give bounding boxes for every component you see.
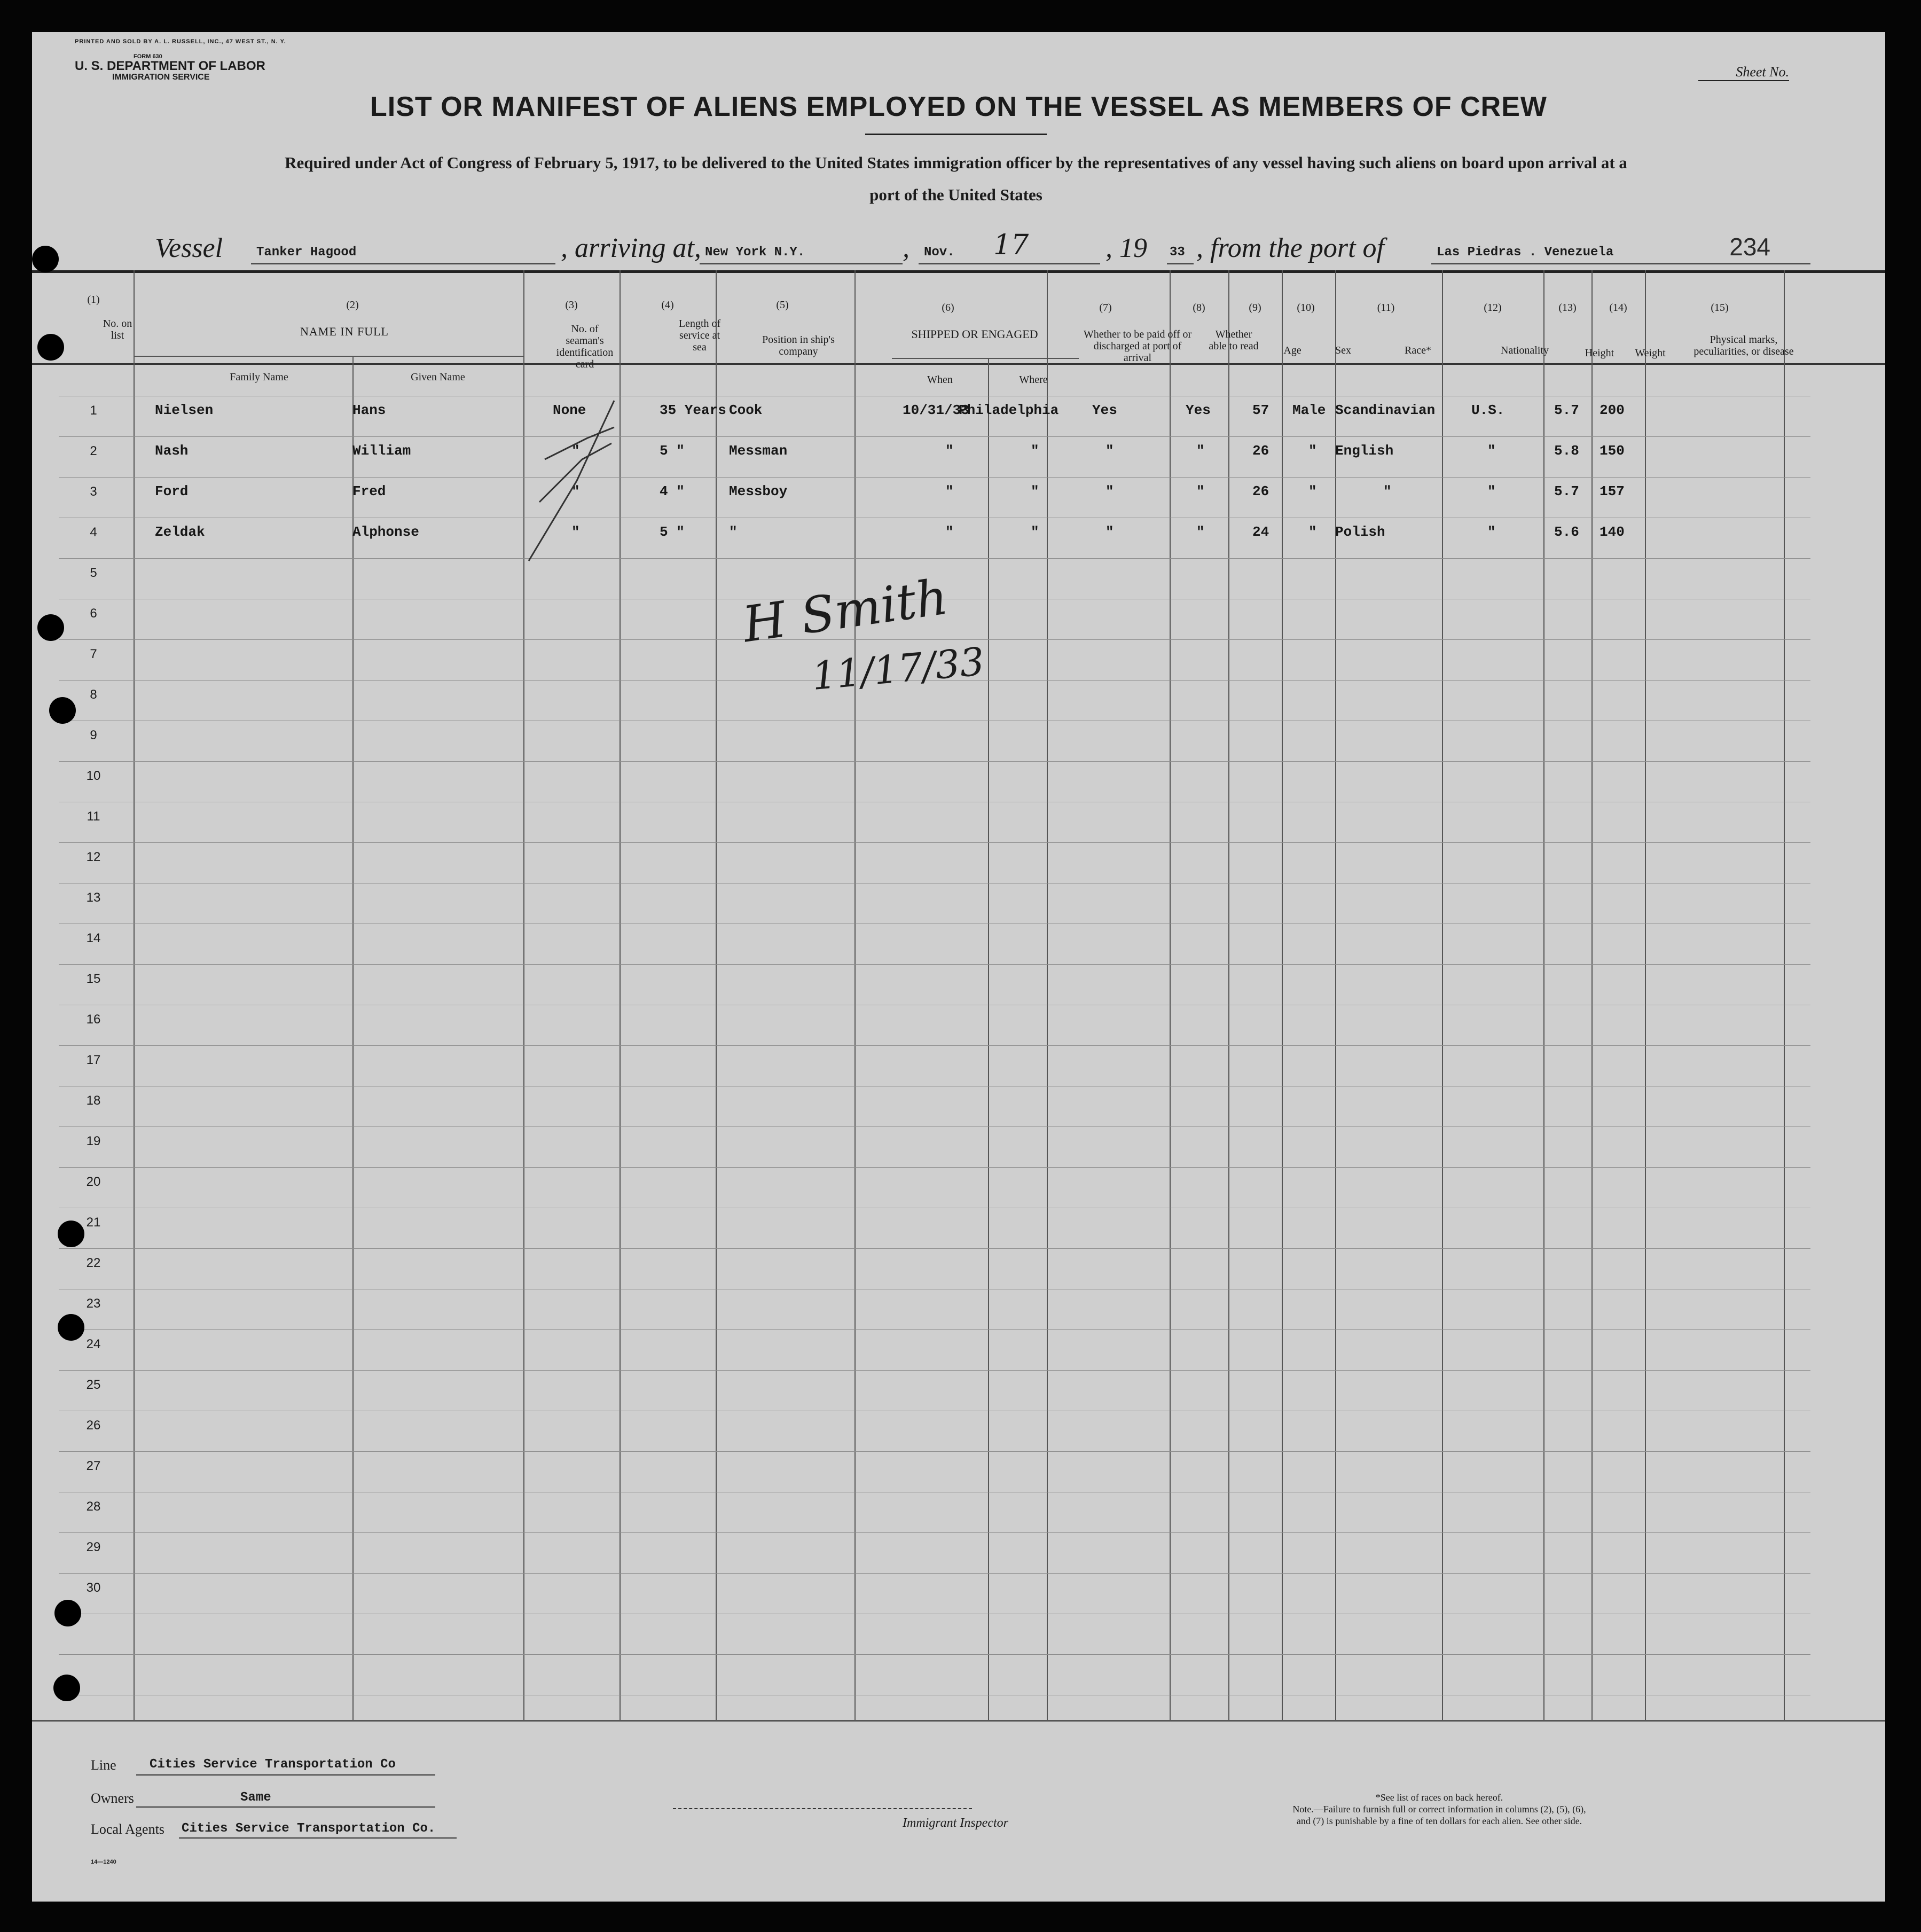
row-number: 29: [86, 1540, 101, 1554]
cell-age: 26: [1252, 483, 1269, 499]
row-rule: [59, 1329, 1810, 1330]
table-header-rule: [32, 363, 1885, 365]
cell-paid-off: ": [1105, 524, 1114, 540]
cell-read: ": [1196, 443, 1205, 459]
cell-nationality: ": [1487, 443, 1496, 459]
col-num-5: (5): [776, 299, 789, 311]
cell-where: Philadelphia: [959, 402, 1059, 418]
subtitle-line-1: Required under Act of Congress of February 5, 1917, to be delivered to the United States immigration officer by the representatives of any vessel having such aliens on board upon arrival at a: [285, 153, 1627, 172]
col-header-paid-off: Whether to be paid off or discharged at port of arrival: [1083, 328, 1192, 364]
col-num-10: (10): [1297, 302, 1315, 314]
row-number: 28: [86, 1499, 101, 1514]
cell-paid-off: ": [1105, 443, 1114, 459]
cell-given: Alphonse: [352, 524, 419, 540]
col-header-name: NAME IN FULL: [300, 325, 389, 338]
col-header-no: No. on list: [103, 318, 132, 341]
row-number: 19: [86, 1134, 101, 1148]
cell-given: William: [352, 443, 411, 459]
cell-age: 26: [1252, 443, 1269, 459]
cell-sex: Male: [1292, 402, 1326, 418]
col-header-physical-marks: Physical marks, peculiarities, or disease: [1693, 334, 1794, 357]
row-number: 10: [86, 769, 101, 783]
row-rule: [59, 477, 1810, 478]
row-number: 12: [86, 850, 101, 864]
col-num-12: (12): [1484, 302, 1502, 314]
cell-when: ": [945, 443, 954, 459]
binder-hole: [37, 334, 64, 361]
row-number: 15: [86, 972, 101, 986]
column-rule: [1047, 270, 1048, 1720]
cell-card: ": [571, 524, 580, 540]
row-number: 8: [90, 687, 97, 702]
subtitle: [155, 147, 1757, 211]
row-number: 25: [86, 1378, 101, 1392]
binder-hole: [32, 246, 59, 272]
cell-when: ": [945, 524, 954, 540]
row-number: 20: [86, 1175, 101, 1189]
agents-value: Cities Service Transportation Co.: [182, 1821, 436, 1836]
row-number: 5: [90, 566, 97, 580]
from-label: , from the port of: [1196, 233, 1384, 263]
row-number: 4: [90, 525, 97, 539]
department-name: U. S. DEPARTMENT OF LABOR: [75, 59, 265, 73]
row-number: 14: [86, 931, 101, 945]
sheet-number: 234: [1729, 233, 1770, 261]
cell-age: 57: [1252, 402, 1269, 418]
cell-card: ": [571, 443, 580, 459]
row-number: 22: [86, 1256, 101, 1270]
row-number: 1: [90, 403, 97, 418]
col-num-8: (8): [1193, 302, 1205, 314]
row-number: 24: [86, 1337, 101, 1351]
row-rule: [59, 1248, 1810, 1249]
arrival-month: Nov.: [924, 245, 955, 260]
row-rule: [59, 1045, 1810, 1046]
column-rule: [1335, 270, 1336, 1720]
col-header-weight: Weight: [1635, 347, 1666, 359]
cell-weight: 150: [1599, 443, 1625, 459]
arrival-day: 17: [993, 229, 1029, 261]
binder-hole: [53, 1675, 80, 1701]
fine-note-2: and (7) is punishable by a fine of ten dollars for each alien. See other side.: [1296, 1816, 1582, 1826]
line-value: Cities Service Transportation Co: [150, 1757, 396, 1772]
row-rule: [59, 1370, 1810, 1371]
col-num-14: (14): [1609, 302, 1627, 314]
col-header-age: Age: [1283, 345, 1301, 356]
cell-where: ": [1031, 443, 1039, 459]
column-rule: [854, 270, 856, 1720]
owners-label: Owners: [91, 1790, 134, 1806]
service-name: IMMIGRATION SERVICE: [112, 73, 210, 82]
column-rule: [716, 270, 717, 1720]
col-num-6: (6): [942, 302, 954, 314]
cell-family: Nash: [155, 443, 189, 459]
page-title: LIST OR MANIFEST OF ALIENS EMPLOYED ON THE VESSEL AS MEMBERS OF CREW: [370, 91, 1547, 122]
row-rule: [59, 1167, 1810, 1168]
col-num-3: (3): [565, 299, 578, 311]
row-rule: [59, 1532, 1810, 1533]
cell-read: Yes: [1186, 402, 1211, 418]
inspector-signature: H Smith: [739, 568, 951, 654]
cell-weight: 157: [1599, 483, 1625, 499]
col-header-race: Race*: [1405, 345, 1431, 356]
form-code: 14—1240: [91, 1859, 116, 1865]
cell-height: 5.7: [1554, 483, 1579, 499]
column-rule: [1543, 270, 1544, 1720]
manifest-page: [32, 32, 1885, 1902]
column-rule: [1784, 270, 1785, 1720]
cell-sex: ": [1308, 524, 1317, 540]
sheet-number-line: [1698, 80, 1789, 81]
cell-family: Ford: [155, 483, 189, 499]
row-number: 11: [87, 809, 100, 824]
cell-given: Hans: [352, 402, 386, 418]
col-header-position: Position in ship's company: [762, 334, 835, 357]
cell-service: 5 ": [660, 443, 685, 459]
row-rule: [59, 639, 1810, 640]
cell-service: 5 ": [660, 524, 685, 540]
agents-label: Local Agents: [91, 1821, 164, 1837]
col-header-id-card: No. of seaman's identification card: [556, 323, 614, 370]
cell-read: ": [1196, 483, 1205, 499]
cell-height: 5.8: [1554, 443, 1579, 459]
col-num-11: (11): [1377, 302, 1395, 314]
year-prefix: , 19: [1105, 233, 1147, 263]
cell-position: Messman: [729, 443, 788, 459]
col-num-15: (15): [1711, 302, 1729, 314]
row-number: 9: [90, 728, 97, 742]
row-number: 16: [86, 1012, 101, 1027]
cell-service: 35 Years: [660, 402, 726, 418]
column-rule: [1228, 270, 1229, 1720]
column-rule: [352, 356, 354, 1720]
cell-nationality: ": [1487, 483, 1496, 499]
departure-port: Las Piedras . Venezuela: [1437, 245, 1614, 260]
row-number: 17: [86, 1053, 101, 1067]
row-number: 18: [86, 1093, 101, 1108]
cell-paid-off: ": [1105, 483, 1114, 499]
vessel-label: Vessel: [155, 233, 223, 263]
column-rule: [134, 270, 135, 1720]
cell-nationality: U.S.: [1471, 402, 1505, 418]
row-number: 13: [86, 890, 101, 905]
arriving-label: , arriving at,: [561, 233, 701, 263]
row-rule: [59, 964, 1810, 965]
cell-where: ": [1031, 524, 1039, 540]
cell-where: ": [1031, 483, 1039, 499]
col-header-nationality: Nationality: [1501, 345, 1549, 356]
column-rule: [1645, 270, 1646, 1720]
row-rule: [59, 436, 1810, 437]
cell-weight: 140: [1599, 524, 1625, 540]
cell-family: Nielsen: [155, 402, 214, 418]
binder-hole: [58, 1221, 84, 1247]
col-num-2: (2): [346, 299, 359, 311]
col-header-when: When: [927, 374, 953, 386]
col-num-4: (4): [661, 299, 674, 311]
row-number: 6: [90, 606, 97, 621]
cell-paid-off: Yes: [1092, 402, 1117, 418]
col-header-family-name: Family Name: [230, 371, 288, 383]
binder-hole: [54, 1600, 81, 1626]
fine-note-1: Note.—Failure to furnish full or correct information in columns (2), (5), (6),: [1292, 1804, 1586, 1814]
cell-race: ": [1383, 483, 1392, 499]
col-header-able-to-read: Whether able to read: [1209, 328, 1259, 352]
row-rule: [59, 761, 1810, 762]
cell-sex: ": [1308, 443, 1317, 459]
column-rule: [1442, 270, 1443, 1720]
col-header-where: Where: [1019, 374, 1048, 386]
owners-value: Same: [240, 1790, 271, 1805]
cell-position: Cook: [729, 402, 763, 418]
cell-service: 4 ": [660, 483, 685, 499]
table-top-rule: [32, 270, 1885, 273]
binder-hole: [49, 697, 76, 724]
form-number: FORM 630: [134, 53, 162, 60]
vessel-name: Tanker Hagood: [256, 245, 357, 260]
col-header-sex: Sex: [1335, 345, 1351, 356]
cell-race: English: [1335, 443, 1394, 459]
col-header-service: Length of service at sea: [678, 318, 721, 353]
cell-height: 5.6: [1554, 524, 1579, 540]
col-num-9: (9): [1249, 302, 1261, 314]
arriving-port: New York N.Y.: [705, 245, 805, 260]
year-suffix: 33: [1170, 245, 1185, 260]
column-rule: [988, 358, 989, 1720]
cell-sex: ": [1308, 483, 1317, 499]
cell-nationality: ": [1487, 524, 1496, 540]
cell-position: Messboy: [729, 483, 788, 499]
cell-position: ": [729, 524, 738, 540]
cell-race: Polish: [1335, 524, 1385, 540]
races-note: *See list of races on back hereof.: [1375, 1792, 1503, 1803]
row-number: 23: [86, 1296, 101, 1311]
row-number: 26: [86, 1418, 101, 1433]
col-header-given-name: Given Name: [411, 371, 465, 383]
subtitle-line-2: port of the United States: [869, 185, 1042, 204]
cell-height: 5.7: [1554, 402, 1579, 418]
col-num-13: (13): [1558, 302, 1577, 314]
cell-when: ": [945, 483, 954, 499]
cell-weight: 200: [1599, 402, 1625, 418]
row-number: 30: [86, 1581, 101, 1595]
row-rule: [59, 842, 1810, 843]
row-rule: [59, 558, 1810, 559]
row-number: 27: [86, 1459, 101, 1473]
col-header-shipped: SHIPPED OR ENGAGED: [911, 327, 1038, 341]
voyage-line: Vessel Tanker Hagood , arriving at, New York N.Y. , Nov. 17 , 19 33 , from the port of Las Piedras . Venezuela: [155, 232, 1810, 270]
column-rule: [1591, 270, 1593, 1720]
binder-hole: [58, 1314, 84, 1341]
cell-age: 24: [1252, 524, 1269, 540]
signature-date: 11/17/33: [810, 639, 986, 699]
cell-card: ": [571, 483, 580, 499]
sheet-label: Sheet No.: [1736, 64, 1789, 80]
row-number: 3: [90, 484, 97, 499]
inspector-label: Immigrant Inspector: [903, 1816, 1008, 1830]
col-num-7: (7): [1099, 302, 1112, 314]
row-rule: [59, 1573, 1810, 1574]
cell-given: Fred: [352, 483, 386, 499]
row-number: 21: [86, 1215, 101, 1230]
col-num-1: (1): [87, 294, 100, 306]
col-header-height: Height: [1585, 347, 1614, 359]
title-underline: [865, 134, 1047, 135]
row-number: 2: [90, 444, 97, 458]
line-label: Line: [91, 1757, 116, 1773]
row-number: 7: [90, 647, 97, 661]
row-rule: [59, 1654, 1810, 1655]
pen-check-marks: [513, 395, 620, 588]
column-rule: [1282, 270, 1283, 1720]
cell-when: 10/31/33: [903, 402, 969, 418]
cell-read: ": [1196, 524, 1205, 540]
cell-race: Scandinavian: [1335, 402, 1436, 418]
column-rule: [1170, 270, 1171, 1720]
cell-family: Zeldak: [155, 524, 205, 540]
cell-card: None: [553, 402, 586, 418]
binder-hole: [37, 614, 64, 641]
row-rule: [59, 1451, 1810, 1452]
column-rule: [620, 270, 621, 1720]
printer-credit: PRINTED AND SOLD BY A. L. RUSSELL, INC., 47 WEST ST., N. Y.: [75, 38, 286, 45]
